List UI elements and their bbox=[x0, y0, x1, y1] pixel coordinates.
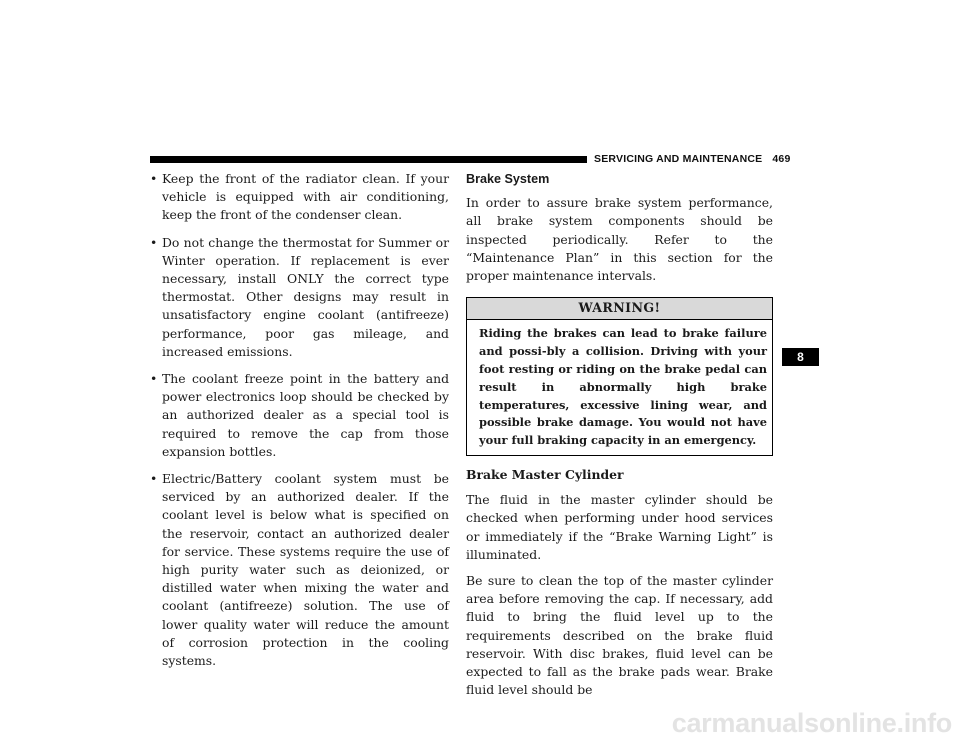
bullet-text: Electric/Battery coolant system must be serviced by an authorized dealer. If the coolant level is below what is specified on the reservoir, contact an authorized dealer for service. These systems require the use of high purity water such as deionized, or distilled water when mixing the water and coolant (antifreeze) solution. The use of lower quality water will reduce the amount of corrosion protection in the cooling systems. bbox=[162, 471, 449, 669]
bullet-text: Do not change the thermostat for Summer or Winter operation. If replacement is ever necessary, install ONLY the correct type thermostat. Other designs may result in unsatisfactory engine coolant (antifreeze) performance, poor gas mileage, and increased emissions. bbox=[162, 234, 449, 359]
chapter-tab: 8 bbox=[782, 348, 819, 366]
warning-title: WARNING! bbox=[467, 298, 772, 320]
page-number: 469 bbox=[772, 153, 791, 165]
running-header bbox=[594, 153, 790, 165]
bullet-text: The coolant freeze point in the battery and power electronics loop should be checked by an authorized dealer as a special tool is required to remove the cap from those expansion bottles. bbox=[162, 371, 449, 459]
header-rule bbox=[150, 156, 587, 163]
bullet-item bbox=[150, 470, 449, 670]
paragraph: The fluid in the master cylinder should be checked when performing under hood services or immediately if the “Brake Warning Light” is illuminated. bbox=[466, 492, 773, 562]
bullet-glyph: • bbox=[150, 234, 158, 250]
bullet-glyph: • bbox=[150, 371, 158, 387]
bullet-list bbox=[150, 170, 449, 670]
watermark: carmanualsonline.info bbox=[671, 708, 952, 738]
bullet-item bbox=[150, 170, 449, 225]
paragraph: Be sure to clean the top of the master cylinder area before removing the cap. If necessary, add fluid to bring the fluid level up to the requirements described on the brake fluid reservoir. With disc brakes, fluid level can be expected to fall as the brake pads wear. Brake fluid level should be bbox=[466, 573, 773, 698]
section-title: SERVICING AND MAINTENANCE bbox=[594, 153, 763, 165]
sub-heading: Brake Master Cylinder bbox=[466, 467, 624, 482]
bullet-glyph: • bbox=[150, 471, 158, 487]
bullet-text: Keep the front of the radiator clean. If your vehicle is equipped with air conditioning, keep the front of the condenser clean. bbox=[162, 171, 449, 223]
section-heading: Brake System bbox=[466, 172, 550, 186]
warning-body: Riding the brakes can lead to brake failure and possi-bly a collision. Driving with your foot resting or riding on the brake pedal can result in abnormally high brake temperatures, excessive lining wear, and possible brake damage. You would not have your full braking capacity in an emergency. bbox=[479, 326, 767, 448]
intro-paragraph: In order to assure brake system performance, all brake system components should be inspected periodically. Refer to the “Maintenance Plan” in this section for the proper maintenance intervals. bbox=[466, 195, 773, 284]
bullet-item bbox=[150, 234, 449, 361]
left-column bbox=[150, 170, 449, 679]
bullet-item bbox=[150, 370, 449, 461]
bullet-glyph: • bbox=[150, 171, 158, 186]
warning-box bbox=[466, 297, 773, 456]
right-column bbox=[466, 170, 773, 707]
